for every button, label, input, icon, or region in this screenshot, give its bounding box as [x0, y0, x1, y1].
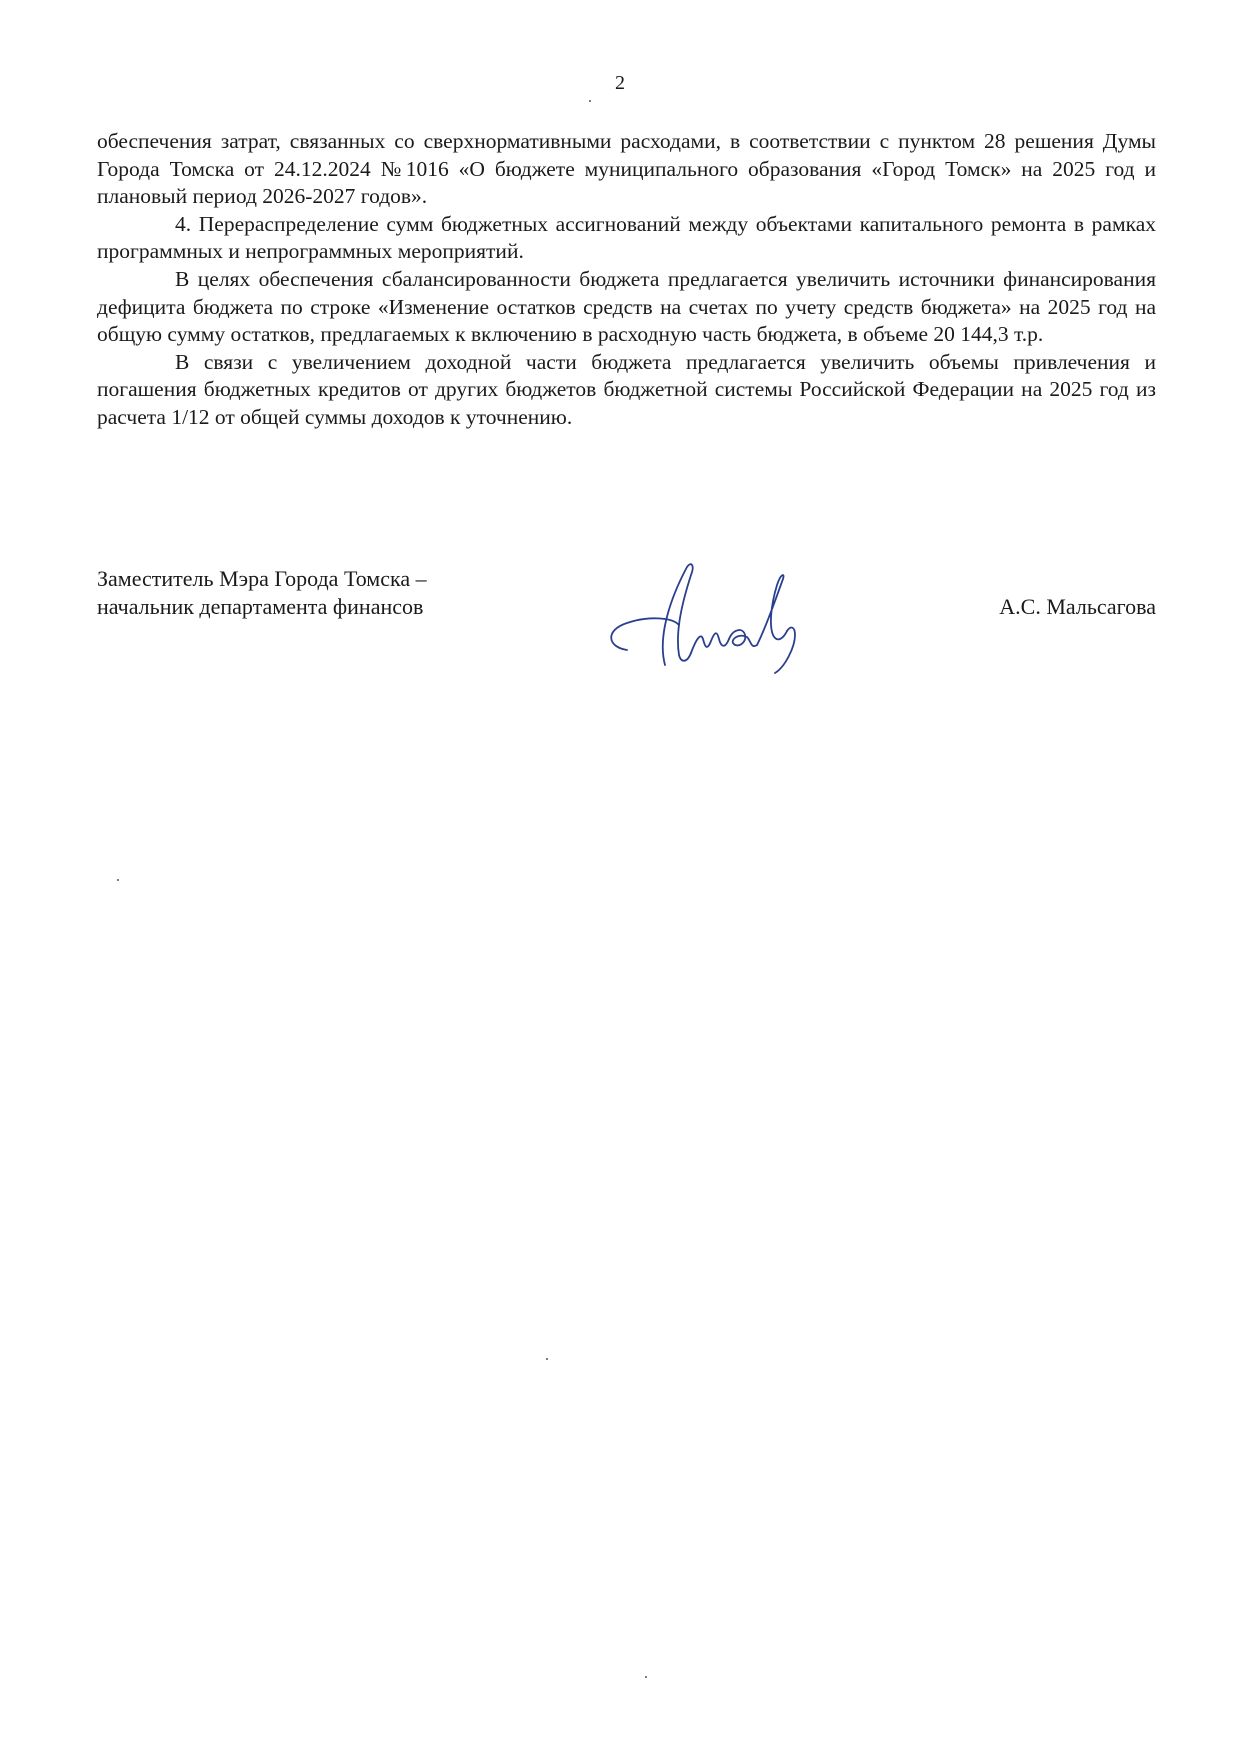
paragraph-continuation: обеспечения затрат, связанных со сверхнормативными расходами, в соответствии с пунктом 28 решения Думы Города Томска от 24.12.2024 №1016 «О бюджете муниципального образования «Город Томск» на 2025 год и плановый период 2026-2027 годов». [97, 129, 1156, 209]
scan-speck [589, 100, 591, 102]
paragraph-item-4: 4. Перераспределение сумм бюджетных ассигнований между объектами капитального ремонта в рамках программных и непрограммных мероприятий. [97, 211, 1156, 264]
signature-block [97, 565, 1156, 675]
paragraph-deficit-financing: В целях обеспечения сбалансированности бюджета предлагается увеличить источники финансирования дефицита бюджета по строке «Изменение остатков средств на счетах по учету средств бюджета» на 2025 год на общую сумму остатков, предлагаемых к включению в расходную часть бюджета, в объеме 20 144,3 т.р. [97, 266, 1156, 347]
signer-title [97, 565, 427, 621]
signer-title-line-1: Заместитель Мэра Города Томска – [97, 566, 427, 591]
scan-speck [645, 1676, 647, 1678]
scan-speck [117, 879, 119, 881]
scan-speck [546, 1358, 548, 1360]
signer-name: А.С. Мальсагова [999, 594, 1156, 619]
signer-title-line-2: начальник департамента финансов [97, 594, 424, 619]
paragraph-budget-credits: В связи с увеличением доходной части бюджета предлагается увеличить объемы привлечения и погашения бюджетных кредитов от других бюджетов бюджетной системы Российской Федерации на 2025 год из расчета 1/12 от общей суммы доходов к уточнению. [97, 349, 1156, 429]
page-number: 2 [615, 72, 625, 94]
handwritten-signature [587, 555, 827, 675]
document-body [97, 128, 1156, 432]
